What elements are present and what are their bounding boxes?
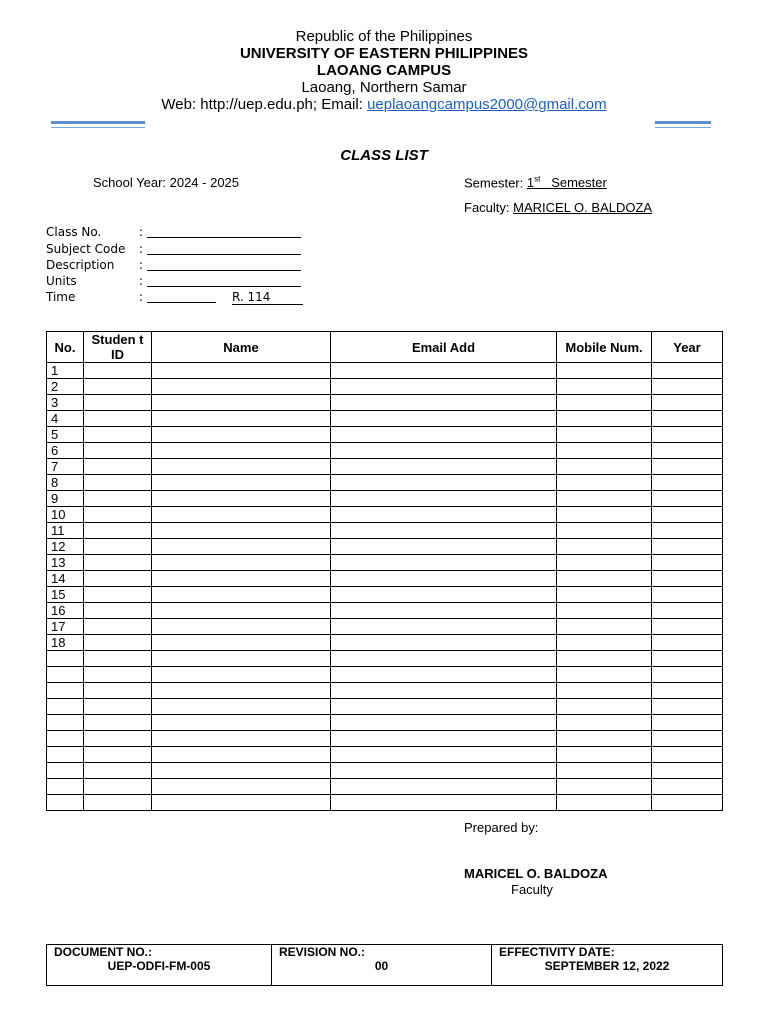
mobile-cell[interactable]: [557, 587, 652, 603]
email-cell[interactable]: [331, 603, 557, 619]
student-id-cell[interactable]: [84, 795, 152, 811]
time-line[interactable]: [147, 302, 216, 303]
mobile-cell[interactable]: [557, 731, 652, 747]
header-campus: LAOANG CAMPUS: [316, 62, 452, 79]
mobile-cell[interactable]: [557, 763, 652, 779]
student-id-cell[interactable]: [84, 491, 152, 507]
email-cell[interactable]: [331, 715, 557, 731]
email-cell[interactable]: [331, 459, 557, 475]
mobile-cell[interactable]: [557, 635, 652, 651]
row-number: 1: [47, 363, 84, 379]
table-row: [47, 715, 723, 731]
student-id-cell[interactable]: [84, 699, 152, 715]
mobile-cell[interactable]: [557, 523, 652, 539]
mobile-cell[interactable]: [557, 459, 652, 475]
student-id-cell[interactable]: [84, 731, 152, 747]
header-web: Web: http://uep.edu.ph; Email:: [161, 96, 368, 113]
table-row: [47, 395, 723, 411]
name-cell[interactable]: [152, 363, 331, 379]
row-number: 14: [47, 571, 84, 587]
name-cell[interactable]: [152, 443, 331, 459]
table-row: [47, 539, 723, 555]
footer-document-no: [47, 945, 272, 986]
email-cell[interactable]: [331, 523, 557, 539]
table-row: [47, 747, 723, 763]
doc-no-label: DOCUMENT NO.:: [54, 945, 152, 959]
name-cell[interactable]: [152, 747, 331, 763]
student-id-cell[interactable]: [84, 763, 152, 779]
mobile-cell[interactable]: [557, 747, 652, 763]
email-cell[interactable]: [331, 427, 557, 443]
table-row: [47, 699, 723, 715]
field-subject-code: Subject Code :: [46, 242, 306, 258]
field-time: Time : R. 114: [46, 290, 306, 306]
student-id-cell[interactable]: [84, 379, 152, 395]
year-cell[interactable]: [652, 555, 723, 571]
document-footer: [46, 944, 723, 986]
row-number: [47, 747, 84, 763]
header-university: UNIVERSITY OF EASTERN PHILIPPINES: [239, 45, 529, 62]
student-id-cell[interactable]: [84, 411, 152, 427]
table-row: [47, 491, 723, 507]
table-row: [47, 459, 723, 475]
email-cell[interactable]: [331, 491, 557, 507]
effectivity-label: EFFECTIVITY DATE:: [499, 945, 615, 959]
year-cell[interactable]: [652, 363, 723, 379]
row-number: 17: [47, 619, 84, 635]
year-cell[interactable]: [652, 683, 723, 699]
year-cell[interactable]: [652, 651, 723, 667]
table-header-row: [47, 332, 723, 363]
table-row: [47, 555, 723, 571]
student-id-cell[interactable]: [84, 635, 152, 651]
table-row: [47, 427, 723, 443]
student-id-cell[interactable]: [84, 619, 152, 635]
year-cell[interactable]: [652, 427, 723, 443]
year-cell[interactable]: [652, 379, 723, 395]
mobile-cell[interactable]: [557, 795, 652, 811]
student-id-cell[interactable]: [84, 539, 152, 555]
year-cell[interactable]: [652, 699, 723, 715]
year-cell[interactable]: [652, 779, 723, 795]
prepared-by-label: Prepared by:: [464, 820, 539, 835]
room-value: R. 114: [232, 290, 303, 305]
row-number: [47, 699, 84, 715]
email-cell[interactable]: [331, 683, 557, 699]
mobile-cell[interactable]: [557, 443, 652, 459]
table-row: [47, 619, 723, 635]
year-cell[interactable]: [652, 475, 723, 491]
mobile-cell[interactable]: [557, 411, 652, 427]
table-row: [47, 571, 723, 587]
mobile-cell[interactable]: [557, 667, 652, 683]
row-number: 8: [47, 475, 84, 491]
row-number: 6: [47, 443, 84, 459]
year-cell[interactable]: [652, 763, 723, 779]
semester-value: 1st Semester: [526, 175, 607, 191]
mobile-cell[interactable]: [557, 699, 652, 715]
year-cell[interactable]: [652, 731, 723, 747]
year-cell[interactable]: [652, 411, 723, 427]
name-cell[interactable]: [152, 587, 331, 603]
name-cell[interactable]: [152, 699, 331, 715]
row-number: 15: [47, 587, 84, 603]
name-cell[interactable]: [152, 619, 331, 635]
email-cell[interactable]: [331, 587, 557, 603]
mobile-cell[interactable]: [557, 379, 652, 395]
footer-effectivity-date: [492, 945, 723, 986]
row-number: 12: [47, 539, 84, 555]
student-id-cell[interactable]: [84, 715, 152, 731]
mobile-cell[interactable]: [557, 779, 652, 795]
year-cell[interactable]: [652, 795, 723, 811]
table-row: [47, 587, 723, 603]
faculty: [464, 200, 652, 215]
mobile-cell[interactable]: [557, 395, 652, 411]
email-cell[interactable]: [331, 475, 557, 491]
email-cell[interactable]: [331, 747, 557, 763]
student-id-cell[interactable]: [84, 427, 152, 443]
table-row: [47, 443, 723, 459]
table-row: [47, 667, 723, 683]
header-location: Laoang, Northern Samar: [301, 79, 467, 96]
name-cell[interactable]: [152, 651, 331, 667]
name-cell[interactable]: [152, 667, 331, 683]
signatory-role: Faculty: [511, 882, 553, 897]
student-id-cell[interactable]: [84, 587, 152, 603]
student-id-cell[interactable]: [84, 571, 152, 587]
subject-code-line[interactable]: [147, 254, 301, 255]
row-number: 5: [47, 427, 84, 443]
row-number: [47, 683, 84, 699]
row-number: 9: [47, 491, 84, 507]
name-cell[interactable]: [152, 507, 331, 523]
name-cell[interactable]: [152, 603, 331, 619]
row-number: [47, 651, 84, 667]
mobile-cell[interactable]: [557, 507, 652, 523]
email-cell[interactable]: [331, 379, 557, 395]
student-id-cell[interactable]: [84, 475, 152, 491]
name-cell[interactable]: [152, 523, 331, 539]
student-id-cell[interactable]: [84, 555, 152, 571]
field-units: Units :: [46, 274, 306, 290]
email-cell[interactable]: [331, 763, 557, 779]
name-cell[interactable]: [152, 795, 331, 811]
header-country: Republic of the Philippines: [295, 28, 473, 45]
row-number: 13: [47, 555, 84, 571]
row-number: 2: [47, 379, 84, 395]
student-id-cell[interactable]: [84, 507, 152, 523]
mobile-cell[interactable]: [557, 555, 652, 571]
name-cell[interactable]: [152, 635, 331, 651]
row-number: [47, 763, 84, 779]
year-cell[interactable]: [652, 619, 723, 635]
faculty-label: Faculty:: [464, 200, 510, 215]
row-number: [47, 795, 84, 811]
header-email-link[interactable]: ueplaoangcampus2000@gmail.com: [367, 96, 607, 113]
year-cell[interactable]: [652, 715, 723, 731]
name-cell[interactable]: [152, 395, 331, 411]
row-number: 18: [47, 635, 84, 651]
email-cell[interactable]: [331, 395, 557, 411]
name-cell[interactable]: [152, 571, 331, 587]
student-id-cell[interactable]: [84, 651, 152, 667]
page-title: CLASS LIST: [340, 147, 428, 164]
year-cell[interactable]: [652, 507, 723, 523]
revision-label: REVISION NO.:: [279, 945, 366, 959]
email-cell[interactable]: [331, 571, 557, 587]
header-name: Name: [152, 332, 331, 363]
email-cell[interactable]: [331, 539, 557, 555]
doc-no-value: UEP-ODFI-FM-005: [107, 959, 211, 973]
student-id-cell[interactable]: [84, 779, 152, 795]
table-row: [47, 763, 723, 779]
year-cell[interactable]: [652, 443, 723, 459]
email-cell[interactable]: [331, 635, 557, 651]
year-cell[interactable]: [652, 587, 723, 603]
header-student-id: Studen t ID: [84, 332, 152, 363]
row-number: 10: [47, 507, 84, 523]
year-cell[interactable]: [652, 539, 723, 555]
student-id-cell[interactable]: [84, 395, 152, 411]
name-cell[interactable]: [152, 683, 331, 699]
row-number: [47, 731, 84, 747]
name-cell[interactable]: [152, 411, 331, 427]
year-cell[interactable]: [652, 747, 723, 763]
student-id-cell[interactable]: [84, 523, 152, 539]
name-cell[interactable]: [152, 715, 331, 731]
header-mobile: Mobile Num.: [557, 332, 652, 363]
year-cell[interactable]: [652, 667, 723, 683]
signatory-name: MARICEL O. BALDOZA: [464, 866, 608, 881]
mobile-cell[interactable]: [557, 539, 652, 555]
email-cell[interactable]: [331, 731, 557, 747]
email-cell[interactable]: [331, 619, 557, 635]
footer-revision-no: [272, 945, 492, 986]
email-cell[interactable]: [331, 651, 557, 667]
student-id-cell[interactable]: [84, 443, 152, 459]
email-cell[interactable]: [331, 411, 557, 427]
email-cell[interactable]: [331, 667, 557, 683]
table-row: [47, 475, 723, 491]
table-row: [47, 795, 723, 811]
units-line[interactable]: [147, 286, 301, 287]
table-row: [47, 523, 723, 539]
name-cell[interactable]: [152, 539, 331, 555]
header-no: No.: [47, 332, 84, 363]
semester: [464, 175, 607, 190]
mobile-cell[interactable]: [557, 571, 652, 587]
year-cell[interactable]: [652, 395, 723, 411]
table-row: [47, 683, 723, 699]
student-id-cell[interactable]: [84, 747, 152, 763]
mobile-cell[interactable]: [557, 363, 652, 379]
table-row: [47, 379, 723, 395]
mobile-cell[interactable]: [557, 651, 652, 667]
row-number: [47, 667, 84, 683]
header-contact: [0, 96, 768, 113]
table-row: [47, 731, 723, 747]
table-row: [47, 603, 723, 619]
name-cell[interactable]: [152, 731, 331, 747]
name-cell[interactable]: [152, 427, 331, 443]
field-class-no: Class No. :: [46, 225, 306, 241]
email-cell[interactable]: [331, 699, 557, 715]
class-no-line[interactable]: [147, 237, 301, 238]
email-cell[interactable]: [331, 443, 557, 459]
revision-value: 00: [374, 959, 389, 973]
table-row: [47, 635, 723, 651]
table-row: [47, 411, 723, 427]
effectivity-value: SEPTEMBER 12, 2022: [544, 959, 670, 973]
name-cell[interactable]: [152, 555, 331, 571]
row-number: 4: [47, 411, 84, 427]
year-cell[interactable]: [652, 523, 723, 539]
school-year: School Year: 2024 - 2025: [93, 175, 240, 190]
table-row: [47, 651, 723, 667]
mobile-cell[interactable]: [557, 683, 652, 699]
name-cell[interactable]: [152, 379, 331, 395]
header-email: Email Add: [331, 332, 557, 363]
row-number: [47, 715, 84, 731]
description-line[interactable]: [147, 270, 301, 271]
name-cell[interactable]: [152, 475, 331, 491]
faculty-name: MARICEL O. BALDOZA: [513, 200, 653, 215]
table-row: [47, 507, 723, 523]
mobile-cell[interactable]: [557, 491, 652, 507]
mobile-cell[interactable]: [557, 619, 652, 635]
email-cell[interactable]: [331, 555, 557, 571]
row-number: 16: [47, 603, 84, 619]
row-number: 3: [47, 395, 84, 411]
row-number: 11: [47, 523, 84, 539]
table-row: [47, 779, 723, 795]
email-cell[interactable]: [331, 363, 557, 379]
semester-label: Semester:: [464, 175, 524, 191]
name-cell[interactable]: [152, 459, 331, 475]
student-id-cell[interactable]: [84, 363, 152, 379]
email-cell[interactable]: [331, 507, 557, 523]
field-description: Description :: [46, 258, 306, 274]
row-number: [47, 779, 84, 795]
mobile-cell[interactable]: [557, 475, 652, 491]
header-year: Year: [652, 332, 723, 363]
year-cell[interactable]: [652, 571, 723, 587]
year-cell[interactable]: [652, 603, 723, 619]
mobile-cell[interactable]: [557, 603, 652, 619]
student-id-cell[interactable]: [84, 683, 152, 699]
email-cell[interactable]: [331, 795, 557, 811]
year-cell[interactable]: [652, 491, 723, 507]
student-id-cell[interactable]: [84, 603, 152, 619]
name-cell[interactable]: [152, 763, 331, 779]
name-cell[interactable]: [152, 779, 331, 795]
year-cell[interactable]: [652, 459, 723, 475]
row-number: 7: [47, 459, 84, 475]
name-cell[interactable]: [152, 491, 331, 507]
mobile-cell[interactable]: [557, 427, 652, 443]
class-list-table: [46, 331, 723, 811]
email-cell[interactable]: [331, 779, 557, 795]
table-row: [47, 363, 723, 379]
student-id-cell[interactable]: [84, 667, 152, 683]
year-cell[interactable]: [652, 635, 723, 651]
student-id-cell[interactable]: [84, 459, 152, 475]
mobile-cell[interactable]: [557, 715, 652, 731]
